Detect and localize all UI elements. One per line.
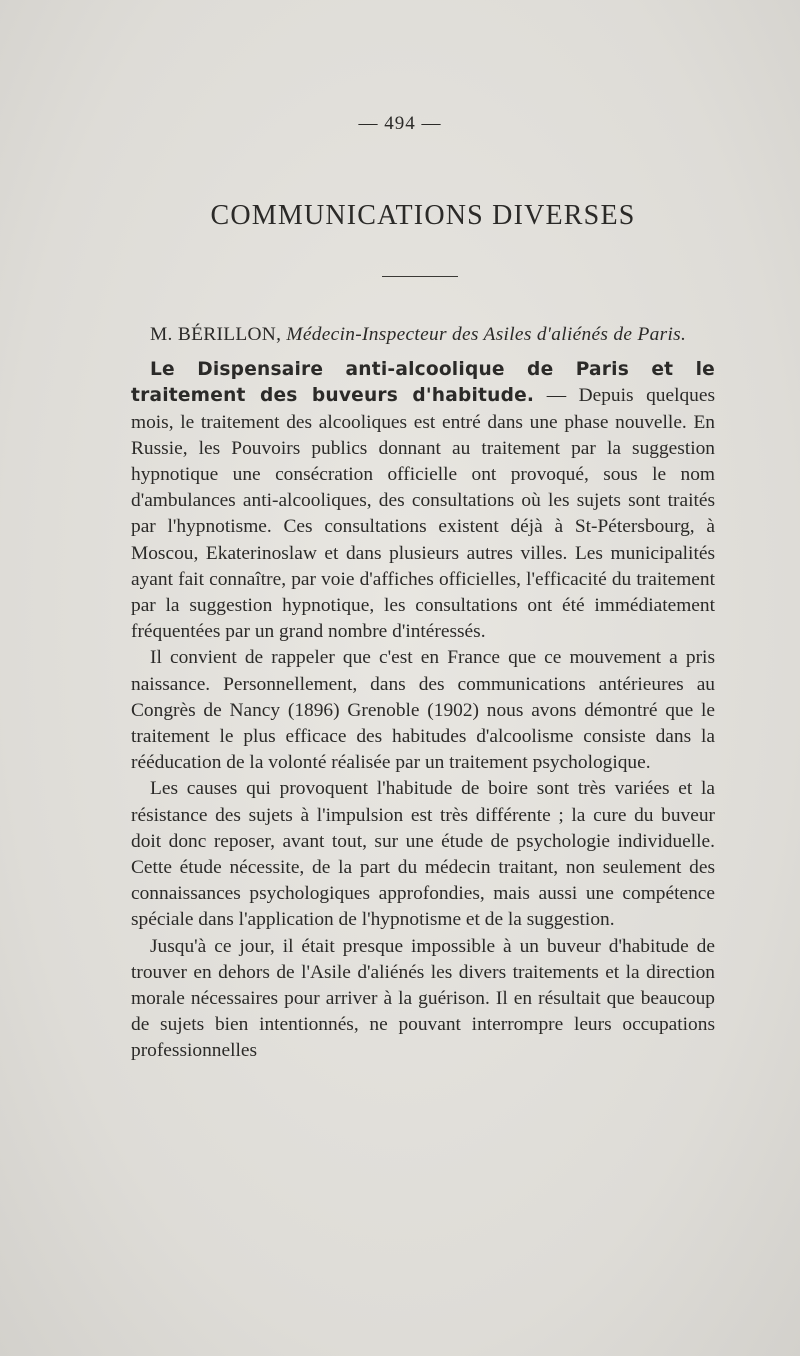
author-line [131, 322, 715, 348]
article-title: Le Dispensaire anti-alcoolique de Paris et le traitement des buveurs d'habitude. [131, 359, 715, 407]
divider-rule [382, 276, 458, 277]
article-lead-paragraph [131, 357, 715, 645]
paragraph: Jusqu'à ce jour, il était presque impossible à un buveur d'habitude de trouver en dehors de l'Asile d'aliénés les divers traitements et la direction morale nécessaires pour arriver à la guérison. Il en résultait que beaucoup de sujets bien intentionnés, ne pouvant interrompre leurs occupations professionnelles [131, 935, 715, 1062]
author-role: Médecin-Inspecteur des Asiles d'aliénés de Paris. [286, 324, 687, 345]
article-lead-text: — Depuis quelques mois, le traitement des alcooliques est entré dans une phase nouvelle. En Russie, les Pouvoirs publics donnant au traitement par la suggestion hypnotique une consécration officielle ont provoqué, sous le nom d'ambulances anti-alcooliques, des consultations où les sujets sont traités par l'hypnotisme. Ces consultations existent déjà à St-Pétersbourg, à Moscou, Ekaterinoslaw et dans plusieurs autres villes. Les municipalités ayant fait connaître, par voie d'affiches officielles, l'efficacité du traitement par la suggestion hypnotique, les consultations ont été immédiatement fréquentées par un grand nombre d'intéressés. [131, 385, 715, 643]
author-name: M. BÉRILLON, [150, 324, 282, 345]
article-body [131, 322, 715, 1065]
paragraph: Les causes qui provoquent l'habitude de boire sont très variées et la résistance des sujets à l'impulsion est très différente ; la cure du buveur doit donc reposer, avant tout, sur une étude de psychologie individuelle. Cette étude nécessite, de la part du médecin traitant, non seulement des connaissances psychologiques approfondies, mais aussi une compétence spéciale dans l'application de l'hypnotisme et de la suggestion. [131, 778, 715, 931]
page-number: — 494 — [358, 113, 442, 134]
paragraph: Il convient de rappeler que c'est en France que ce mouvement a pris naissance. Personnellement, dans des communications antérieures au Congrès de Nancy (1896) Grenoble (1902) nous avons démontré que le traitement le plus efficace des habitudes d'alcoolisme consiste dans la rééducation de la volonté réalisée par un traitement psychologique. [131, 647, 715, 774]
section-heading: COMMUNICATIONS DIVERSES [210, 200, 636, 231]
